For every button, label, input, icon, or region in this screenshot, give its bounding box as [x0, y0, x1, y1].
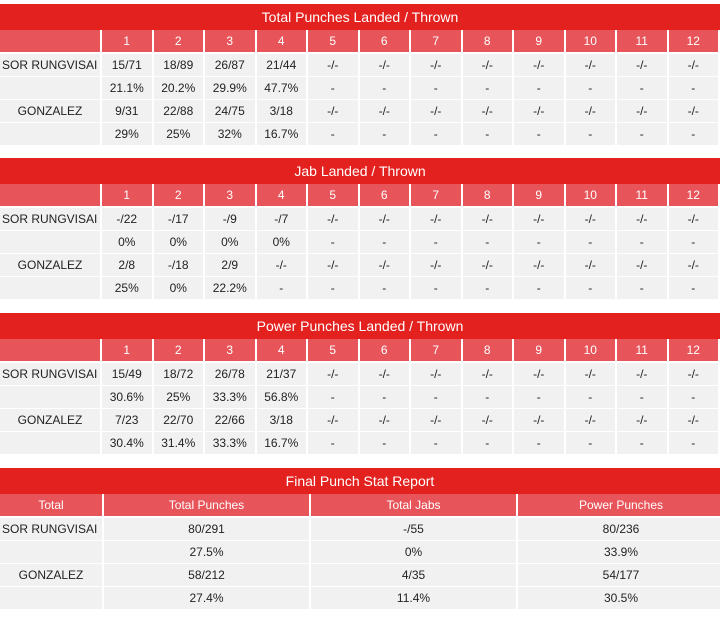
round-cell: -	[669, 231, 719, 254]
round-cell: -/-	[669, 54, 719, 77]
round-cell: 32%	[205, 123, 255, 146]
round-cell: -/-	[566, 100, 616, 123]
final-cell: 11.4%	[311, 587, 516, 610]
final-row	[0, 541, 720, 564]
round-cell: -/22	[102, 208, 152, 231]
round-cell: -	[617, 77, 667, 100]
round-cell: -/-	[411, 409, 461, 432]
round-cell: -	[360, 123, 410, 146]
round-cell: -	[308, 77, 358, 100]
fighter-name	[0, 77, 100, 100]
round-cell: 22/66	[205, 409, 255, 432]
stat-row	[0, 208, 718, 231]
round-cell: -/-	[257, 254, 307, 277]
round-header-12: 12	[669, 339, 719, 363]
stat-row	[0, 254, 718, 277]
final-cell: 33.9%	[518, 541, 720, 564]
round-cell: -	[308, 432, 358, 455]
stat-row	[0, 409, 718, 432]
round-cell: 7/23	[102, 409, 152, 432]
round-header-3: 3	[205, 30, 255, 54]
round-cell: -/-	[360, 54, 410, 77]
final-report-title: Final Punch Stat Report	[0, 468, 720, 494]
stat-row	[0, 277, 718, 300]
final-cell: 54/177	[518, 564, 720, 587]
final-cell: 0%	[311, 541, 516, 564]
final-cell: 4/35	[311, 564, 516, 587]
fighter-name: SOR RUNGVISAI	[0, 54, 100, 77]
fighter-name	[0, 277, 100, 300]
round-cell: -/-	[463, 208, 513, 231]
round-cell: 0%	[205, 231, 255, 254]
round-cell: -	[514, 77, 564, 100]
round-cell: -/-	[463, 100, 513, 123]
jab-table	[0, 184, 720, 300]
round-header-10: 10	[566, 184, 616, 208]
round-cell: -/-	[617, 363, 667, 386]
round-cell: -/-	[360, 100, 410, 123]
round-cell: 47.7%	[257, 77, 307, 100]
final-header-power-punches: Power Punches	[518, 494, 720, 518]
round-header-5: 5	[308, 30, 358, 54]
round-cell: -	[257, 277, 307, 300]
round-header-5: 5	[308, 339, 358, 363]
round-cell: 0%	[102, 231, 152, 254]
round-cell: -	[669, 77, 719, 100]
final-report-table	[0, 494, 720, 610]
stat-row	[0, 123, 718, 146]
round-cell: -/-	[514, 409, 564, 432]
round-cell: -	[617, 123, 667, 146]
round-header-8: 8	[463, 339, 513, 363]
final-header-total: Total	[0, 494, 102, 518]
round-cell: -	[566, 432, 616, 455]
round-header-row	[0, 339, 718, 363]
round-cell: 21/37	[257, 363, 307, 386]
round-cell: -/-	[566, 409, 616, 432]
round-header-2: 2	[154, 30, 204, 54]
round-cell: -/-	[308, 100, 358, 123]
stat-row	[0, 77, 718, 100]
round-cell: 3/18	[257, 100, 307, 123]
jab-table-title: Jab Landed / Thrown	[0, 158, 720, 184]
round-cell: -/-	[617, 409, 667, 432]
round-header-3: 3	[205, 339, 255, 363]
round-cell: -	[360, 432, 410, 455]
round-cell: -	[463, 386, 513, 409]
round-cell: -	[514, 123, 564, 146]
round-header-12: 12	[669, 184, 719, 208]
round-cell: -/-	[308, 254, 358, 277]
round-cell: -/-	[411, 363, 461, 386]
round-cell: -/-	[308, 208, 358, 231]
round-cell: 30.4%	[102, 432, 152, 455]
round-cell: -/9	[205, 208, 255, 231]
round-cell: -	[566, 231, 616, 254]
round-cell: -	[308, 123, 358, 146]
round-cell: -	[669, 432, 719, 455]
round-cell: 31.4%	[154, 432, 204, 455]
round-cell: -/-	[308, 363, 358, 386]
round-cell: -/-	[669, 100, 719, 123]
round-cell: -/-	[566, 254, 616, 277]
round-cell: -/-	[617, 254, 667, 277]
round-cell: -/-	[308, 54, 358, 77]
round-cell: -	[411, 123, 461, 146]
round-cell: -/-	[669, 363, 719, 386]
round-cell: -/-	[617, 54, 667, 77]
round-cell: -/-	[669, 254, 719, 277]
round-cell: -/-	[360, 363, 410, 386]
round-header-11: 11	[617, 339, 667, 363]
round-cell: 22/88	[154, 100, 204, 123]
round-cell: 29.9%	[205, 77, 255, 100]
round-header-7: 7	[411, 30, 461, 54]
round-cell: -	[514, 231, 564, 254]
final-row	[0, 587, 720, 610]
round-cell: -	[617, 277, 667, 300]
fighter-name: GONZALEZ	[0, 254, 100, 277]
round-cell: -	[514, 386, 564, 409]
round-cell: 21.1%	[102, 77, 152, 100]
round-header-row	[0, 30, 718, 54]
round-cell: -/-	[669, 409, 719, 432]
stat-row	[0, 432, 718, 455]
round-cell: -	[360, 277, 410, 300]
round-cell: -/-	[566, 208, 616, 231]
round-cell: 2/8	[102, 254, 152, 277]
fighter-name: SOR RUNGVISAI	[0, 208, 100, 231]
round-cell: -/-	[514, 100, 564, 123]
round-header-9: 9	[514, 184, 564, 208]
round-cell: 24/75	[205, 100, 255, 123]
round-cell: -	[566, 77, 616, 100]
round-cell: -/-	[514, 363, 564, 386]
round-header-5: 5	[308, 184, 358, 208]
fighter-name: GONZALEZ	[0, 100, 100, 123]
stat-row	[0, 54, 718, 77]
round-cell: -/18	[154, 254, 204, 277]
round-cell: -	[411, 231, 461, 254]
final-header-total-punches: Total Punches	[104, 494, 309, 518]
fighter-name	[0, 541, 102, 564]
header-blank-cell	[0, 339, 100, 363]
round-cell: -	[566, 277, 616, 300]
round-cell: 0%	[154, 231, 204, 254]
round-cell: -	[669, 386, 719, 409]
final-header-total-jabs: Total Jabs	[311, 494, 516, 518]
round-cell: -	[669, 123, 719, 146]
round-cell: -	[360, 386, 410, 409]
fighter-name	[0, 432, 100, 455]
round-header-12: 12	[669, 30, 719, 54]
round-cell: 25%	[102, 277, 152, 300]
round-header-2: 2	[154, 184, 204, 208]
power-punches-table	[0, 339, 720, 455]
fighter-name	[0, 587, 102, 610]
total-punches-table-title: Total Punches Landed / Thrown	[0, 4, 720, 30]
fighter-name	[0, 231, 100, 254]
round-cell: -	[617, 432, 667, 455]
round-cell: -	[308, 277, 358, 300]
round-cell: -/-	[411, 254, 461, 277]
round-cell: 56.8%	[257, 386, 307, 409]
round-cell: -	[308, 386, 358, 409]
round-cell: 15/49	[102, 363, 152, 386]
round-cell: -	[566, 386, 616, 409]
round-cell: -/7	[257, 208, 307, 231]
round-header-7: 7	[411, 339, 461, 363]
round-cell: 30.6%	[102, 386, 152, 409]
round-cell: 20.2%	[154, 77, 204, 100]
round-cell: -	[308, 231, 358, 254]
round-cell: 26/78	[205, 363, 255, 386]
final-cell: 80/236	[518, 518, 720, 541]
round-cell: 15/71	[102, 54, 152, 77]
stat-row	[0, 100, 718, 123]
fighter-name	[0, 386, 100, 409]
round-cell: -	[463, 432, 513, 455]
round-cell: -/-	[566, 54, 616, 77]
round-cell: 29%	[102, 123, 152, 146]
round-header-4: 4	[257, 30, 307, 54]
round-cell: -/-	[463, 363, 513, 386]
power-punches-table-title: Power Punches Landed / Thrown	[0, 313, 720, 339]
round-header-1: 1	[102, 339, 152, 363]
round-cell: -/-	[514, 54, 564, 77]
round-header-11: 11	[617, 184, 667, 208]
round-cell: -	[411, 77, 461, 100]
round-cell: 2/9	[205, 254, 255, 277]
round-cell: -	[411, 432, 461, 455]
round-header-10: 10	[566, 339, 616, 363]
fighter-name: GONZALEZ	[0, 409, 100, 432]
round-cell: -/-	[308, 409, 358, 432]
round-cell: -	[463, 231, 513, 254]
round-header-6: 6	[360, 184, 410, 208]
stat-row	[0, 231, 718, 254]
round-cell: -/-	[617, 100, 667, 123]
round-cell: -/-	[360, 208, 410, 231]
header-blank-cell	[0, 30, 100, 54]
round-cell: -	[463, 123, 513, 146]
round-cell: -/-	[360, 409, 410, 432]
round-cell: -	[514, 277, 564, 300]
round-header-9: 9	[514, 339, 564, 363]
final-cell: -/55	[311, 518, 516, 541]
round-cell: -/-	[411, 100, 461, 123]
round-header-8: 8	[463, 30, 513, 54]
round-cell: -	[669, 277, 719, 300]
final-cell: 27.5%	[104, 541, 309, 564]
round-header-7: 7	[411, 184, 461, 208]
round-cell: 25%	[154, 386, 204, 409]
round-cell: 21/44	[257, 54, 307, 77]
round-cell: -/-	[566, 363, 616, 386]
round-cell: 0%	[154, 277, 204, 300]
round-cell: -/-	[463, 54, 513, 77]
round-cell: 3/18	[257, 409, 307, 432]
round-cell: -/-	[463, 409, 513, 432]
round-header-3: 3	[205, 184, 255, 208]
jab-table-section	[0, 158, 720, 300]
round-header-9: 9	[514, 30, 564, 54]
round-cell: -	[566, 123, 616, 146]
round-cell: 33.3%	[205, 432, 255, 455]
final-cell: 30.5%	[518, 587, 720, 610]
round-cell: -/17	[154, 208, 204, 231]
final-row	[0, 564, 720, 587]
final-punch-stat-report	[0, 468, 720, 610]
round-cell: -	[514, 432, 564, 455]
round-cell: -	[360, 77, 410, 100]
total-punches-table	[0, 30, 720, 146]
final-cell: 80/291	[104, 518, 309, 541]
stat-row	[0, 363, 718, 386]
final-cell: 27.4%	[104, 587, 309, 610]
round-cell: -/-	[360, 254, 410, 277]
round-header-10: 10	[566, 30, 616, 54]
round-cell: 22.2%	[205, 277, 255, 300]
round-header-6: 6	[360, 339, 410, 363]
round-cell: -	[411, 386, 461, 409]
round-cell: -/-	[514, 208, 564, 231]
round-cell: -	[617, 386, 667, 409]
round-cell: 22/70	[154, 409, 204, 432]
round-cell: 18/89	[154, 54, 204, 77]
round-cell: -/-	[411, 54, 461, 77]
total-punches-table-section	[0, 4, 720, 146]
round-cell: 26/87	[205, 54, 255, 77]
round-cell: -	[360, 231, 410, 254]
round-cell: 0%	[257, 231, 307, 254]
final-row	[0, 518, 720, 541]
header-blank-cell	[0, 184, 100, 208]
round-cell: -/-	[617, 208, 667, 231]
round-header-4: 4	[257, 184, 307, 208]
fighter-name	[0, 123, 100, 146]
round-header-11: 11	[617, 30, 667, 54]
round-header-2: 2	[154, 339, 204, 363]
round-header-6: 6	[360, 30, 410, 54]
fighter-name: SOR RUNGVISAI	[0, 363, 100, 386]
round-cell: -/-	[669, 208, 719, 231]
fighter-name: SOR RUNGVISAI	[0, 518, 102, 541]
round-cell: 16.7%	[257, 123, 307, 146]
fighter-name: GONZALEZ	[0, 564, 102, 587]
round-cell: 16.7%	[257, 432, 307, 455]
round-header-4: 4	[257, 339, 307, 363]
final-cell: 58/212	[104, 564, 309, 587]
round-cell: -	[463, 277, 513, 300]
final-report-header-row	[0, 494, 720, 518]
round-cell: -	[463, 77, 513, 100]
round-header-1: 1	[102, 184, 152, 208]
round-cell: -	[411, 277, 461, 300]
round-cell: 25%	[154, 123, 204, 146]
round-cell: 9/31	[102, 100, 152, 123]
round-cell: -/-	[463, 254, 513, 277]
round-header-row	[0, 184, 718, 208]
round-cell: -/-	[514, 254, 564, 277]
round-header-8: 8	[463, 184, 513, 208]
power-punches-table-section	[0, 313, 720, 455]
round-cell: 18/72	[154, 363, 204, 386]
round-cell: -/-	[411, 208, 461, 231]
round-cell: -	[617, 231, 667, 254]
round-header-1: 1	[102, 30, 152, 54]
stat-row	[0, 386, 718, 409]
round-cell: 33.3%	[205, 386, 255, 409]
